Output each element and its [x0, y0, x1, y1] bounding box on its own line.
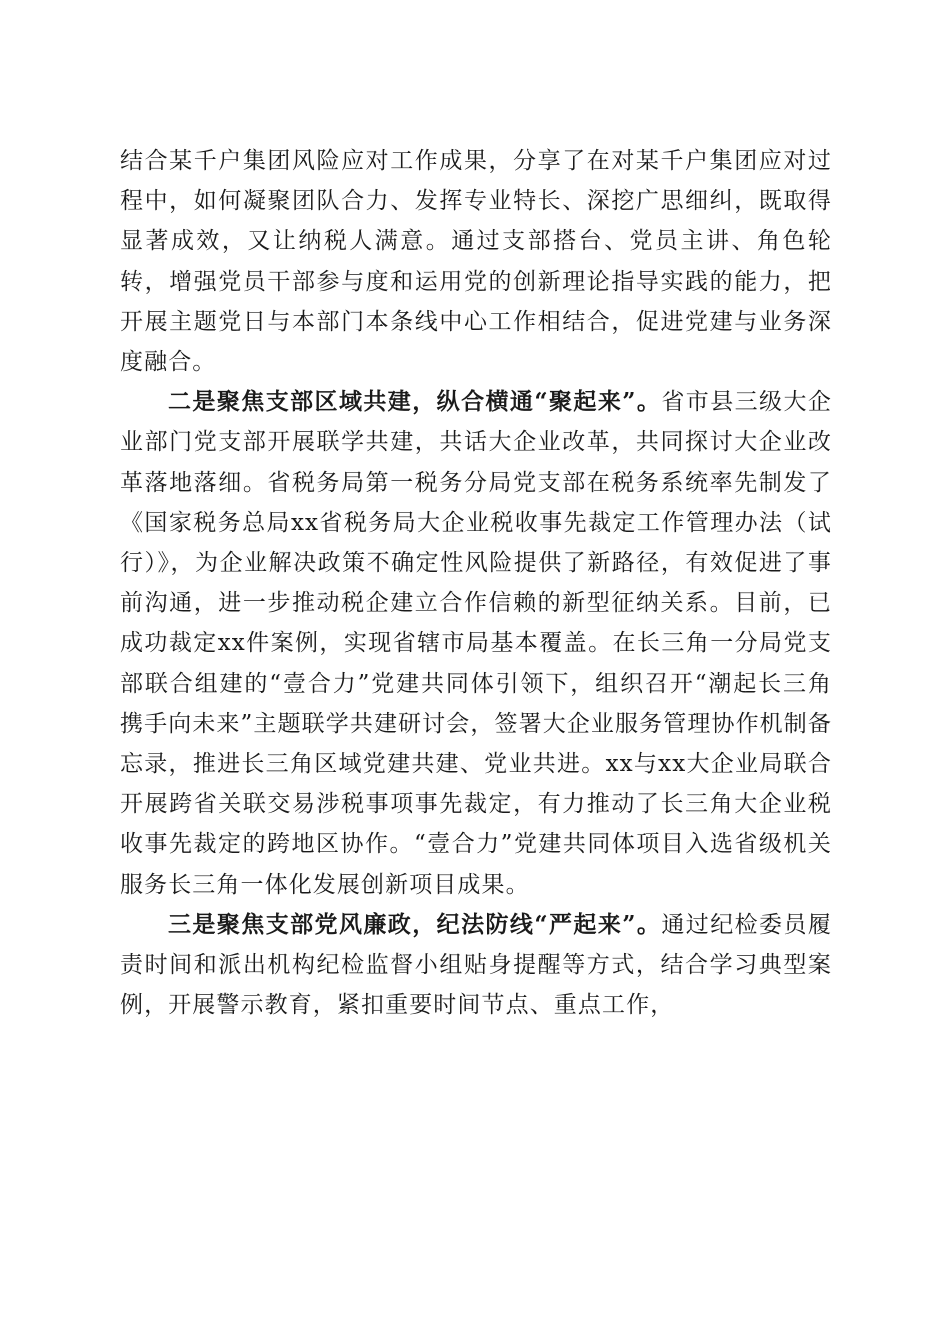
- paragraph-continued: [120, 141, 832, 382]
- paragraph-text: 省市县三级大企业部门党支部开展联学共建，共话大企业改革，共同探讨大企业改革落地落细。省税务局第一税务分局党支部在税务系统率先制发了《国家税务总局xx省税务局大企业税收事先裁定工作管理办法（试行）》，为企业解决政策不确定性风险提供了新路径，有效促进了事前沟通，进一步推动税企建立合作信赖的新型征纳关系。目前，已成功裁定xx件案例，实现省辖市局基本覆盖。在长三角一分局党支部联合组建的“壹合力”党建共同体引领下，组织召开“潮起长三角携手向未来”主题联学共建研讨会，签署大企业服务管理协作机制备忘录，推进长三角区域党建共建、党业共进。xx与xx大企业局联合开展跨省关联交易涉税事项事先裁定，有力推动了长三角大企业税收事先裁定的跨地区协作。“壹合力”党建共同体项目入选省级机关服务长三角一体化发展创新项目成果。: [120, 389, 833, 898]
- paragraph-lead-heading: 三是聚焦支部党风廉政，纪法防线“严起来”。: [168, 910, 662, 938]
- paragraph-text: 结合某千户集团风险应对工作成果，分享了在对某千户集团应对过程中，如何凝聚团队合力、发挥专业特长、深挖广思细纠，既取得显著成效，又让纳税人满意。通过支部搭台、党员主讲、角色轮转，增强党员干部参与度和运用党的创新理论指导实践的能力，把开展主题党日与本部门本条线中心工作相结合，促进党建与业务深度融合。: [120, 148, 832, 376]
- paragraph-party-integrity: [120, 905, 832, 1026]
- paragraph-lead-heading: 二是聚焦支部区域共建，纵合横通“聚起来”。: [168, 388, 662, 416]
- paragraph-regional-co-building: [120, 382, 832, 905]
- paragraph-text: 通过纪检委员履责时间和派出机构纪检监督小组贴身提醒等方式，结合学习典型案例，开展警示教育，紧扣重要时间节点、重点工作，: [120, 911, 833, 1019]
- document-body: [120, 141, 832, 1025]
